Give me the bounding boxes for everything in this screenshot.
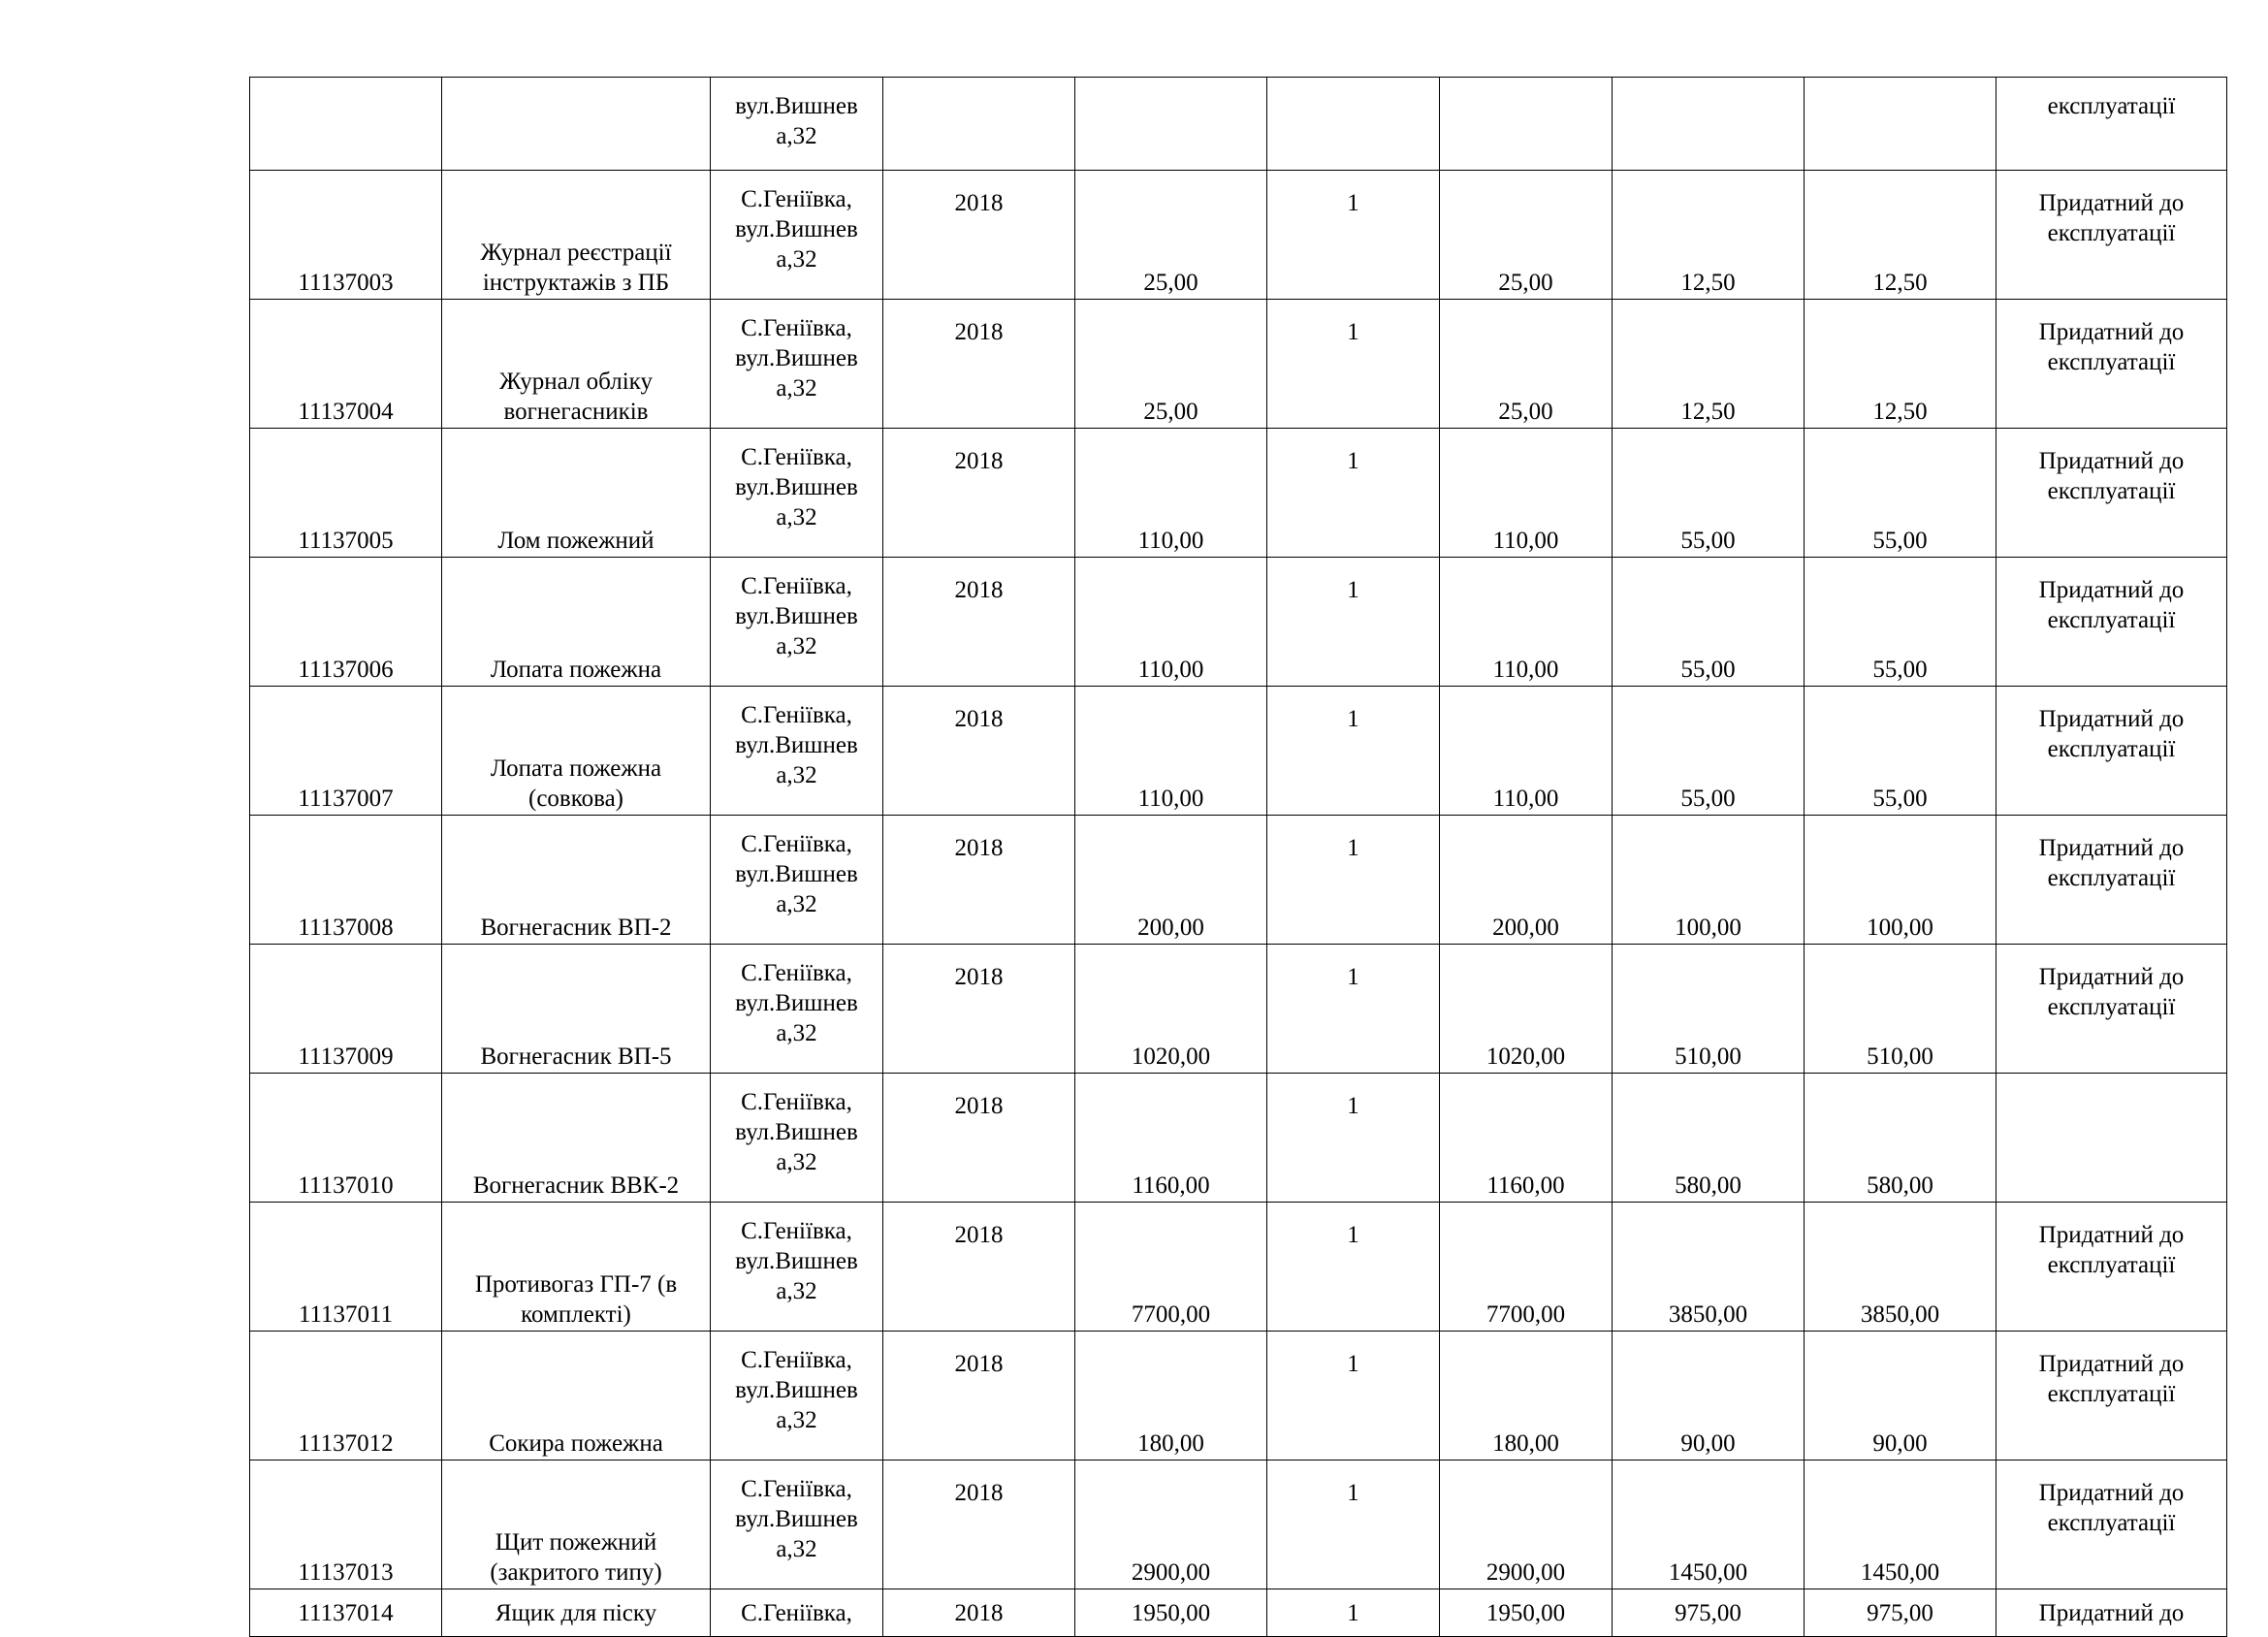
cost-cell: 110,00 xyxy=(1075,429,1267,558)
address-line: а,32 xyxy=(776,375,817,401)
item-name-cell: Вогнегасник ВП-2 xyxy=(442,816,711,945)
inventory-number-cell: 11137005 xyxy=(250,429,442,558)
address-line: а,32 xyxy=(776,1407,817,1433)
residual-cell: 12,50 xyxy=(1805,300,1996,429)
quantity-cell: 1 xyxy=(1267,1589,1440,1637)
quantity-cell: 1 xyxy=(1267,429,1440,558)
address-line: вул.Вишнев xyxy=(735,1506,858,1532)
wear-cell: 510,00 xyxy=(1613,945,1805,1074)
item-name-cell: Лом пожежний xyxy=(442,429,711,558)
quantity-cell: 1 xyxy=(1267,1460,1440,1589)
total-cell: 110,00 xyxy=(1440,429,1613,558)
address-line: а,32 xyxy=(776,1020,817,1046)
total-cell xyxy=(1440,78,1613,171)
table-row xyxy=(250,1203,2227,1332)
table-row xyxy=(250,1332,2227,1460)
address-line: С.Геніївка, xyxy=(741,1599,852,1626)
address-line: С.Геніївка, xyxy=(741,831,852,857)
cost-cell: 1160,00 xyxy=(1075,1074,1267,1203)
address-line: вул.Вишнев xyxy=(735,1377,858,1403)
total-cell: 1950,00 xyxy=(1440,1589,1613,1637)
cost-cell: 110,00 xyxy=(1075,687,1267,816)
address-line: а,32 xyxy=(776,762,817,788)
wear-cell: 580,00 xyxy=(1613,1074,1805,1203)
address-line: вул.Вишнев xyxy=(735,1248,858,1274)
total-cell: 25,00 xyxy=(1440,300,1613,429)
cost-cell: 200,00 xyxy=(1075,816,1267,945)
wear-cell: 975,00 xyxy=(1613,1589,1805,1637)
quantity-cell: 1 xyxy=(1267,816,1440,945)
address-line: а,32 xyxy=(776,1278,817,1304)
inventory-number-cell: 11137008 xyxy=(250,816,442,945)
address-line: вул.Вишнев xyxy=(735,345,858,371)
address-line: а,32 xyxy=(776,246,817,273)
residual-cell: 100,00 xyxy=(1805,816,1996,945)
residual-cell: 510,00 xyxy=(1805,945,1996,1074)
wear-cell: 100,00 xyxy=(1613,816,1805,945)
table-row xyxy=(250,1460,2227,1589)
cost-cell: 180,00 xyxy=(1075,1332,1267,1460)
quantity-cell xyxy=(1267,78,1440,171)
address-line: вул.Вишнев xyxy=(735,216,858,242)
address-line: а,32 xyxy=(776,1536,817,1562)
wear-cell: 55,00 xyxy=(1613,687,1805,816)
quantity-cell: 1 xyxy=(1267,1203,1440,1332)
address-line: С.Геніївка, xyxy=(741,1218,852,1244)
item-name-cell: Лопата пожежна xyxy=(442,558,711,687)
item-name-cell: Журнал обліку вогнегасників xyxy=(442,300,711,429)
wear-cell xyxy=(1613,78,1805,171)
residual-cell xyxy=(1805,78,1996,171)
residual-cell: 12,50 xyxy=(1805,171,1996,300)
total-cell: 110,00 xyxy=(1440,687,1613,816)
total-cell: 200,00 xyxy=(1440,816,1613,945)
residual-cell: 3850,00 xyxy=(1805,1203,1996,1332)
address-line: вул.Вишнев xyxy=(735,474,858,500)
total-cell: 110,00 xyxy=(1440,558,1613,687)
inventory-number-cell: 11137013 xyxy=(250,1460,442,1589)
address-line: С.Геніївка, xyxy=(741,702,852,728)
item-name-cell: Противогаз ГП-7 (в комплекті) xyxy=(442,1203,711,1332)
year-cell: 2018 xyxy=(883,1074,1075,1203)
address-cell xyxy=(711,558,883,687)
address-line: а,32 xyxy=(776,504,817,530)
residual-cell: 55,00 xyxy=(1805,558,1996,687)
total-cell: 25,00 xyxy=(1440,171,1613,300)
inventory-number-cell xyxy=(250,78,442,171)
address-line: С.Геніївка, xyxy=(741,573,852,599)
address-line: а,32 xyxy=(776,633,817,659)
table-row xyxy=(250,300,2227,429)
address-line: С.Геніївка, xyxy=(741,315,852,341)
item-name-cell: Вогнегасник ВВК-2 xyxy=(442,1074,711,1203)
address-line: а,32 xyxy=(776,1149,817,1175)
year-cell: 2018 xyxy=(883,687,1075,816)
quantity-cell: 1 xyxy=(1267,171,1440,300)
year-cell: 2018 xyxy=(883,300,1075,429)
table-row xyxy=(250,816,2227,945)
item-name-cell: Сокира пожежна xyxy=(442,1332,711,1460)
inventory-number-cell: 11137007 xyxy=(250,687,442,816)
inventory-number-cell: 11137010 xyxy=(250,1074,442,1203)
status-cell: Придатний до експлуатації xyxy=(1996,1203,2227,1332)
inventory-number-cell: 11137006 xyxy=(250,558,442,687)
cost-cell: 1020,00 xyxy=(1075,945,1267,1074)
residual-cell: 55,00 xyxy=(1805,429,1996,558)
address-line: С.Геніївка, xyxy=(741,960,852,986)
wear-cell: 90,00 xyxy=(1613,1332,1805,1460)
address-cell xyxy=(711,171,883,300)
table-row xyxy=(250,1589,2227,1637)
inventory-number-cell: 11137009 xyxy=(250,945,442,1074)
address-line: а,32 xyxy=(776,123,817,149)
year-cell: 2018 xyxy=(883,816,1075,945)
total-cell: 7700,00 xyxy=(1440,1203,1613,1332)
wear-cell: 3850,00 xyxy=(1613,1203,1805,1332)
address-line: С.Геніївка, xyxy=(741,1476,852,1502)
status-cell: Придатний до експлуатації xyxy=(1996,945,2227,1074)
status-cell: Придатний до експлуатації xyxy=(1996,816,2227,945)
address-line: вул.Вишнев xyxy=(735,861,858,887)
quantity-cell: 1 xyxy=(1267,558,1440,687)
year-cell: 2018 xyxy=(883,1589,1075,1637)
total-cell: 1020,00 xyxy=(1440,945,1613,1074)
total-cell: 180,00 xyxy=(1440,1332,1613,1460)
wear-cell: 55,00 xyxy=(1613,429,1805,558)
item-name-cell: Щит пожежний (закритого типу) xyxy=(442,1460,711,1589)
address-line: а,32 xyxy=(776,891,817,917)
address-cell xyxy=(711,1074,883,1203)
item-name-cell: Лопата пожежна (совкова) xyxy=(442,687,711,816)
quantity-cell: 1 xyxy=(1267,945,1440,1074)
status-cell: Придатний до експлуатації xyxy=(1996,171,2227,300)
address-line: вул.Вишнев xyxy=(735,93,858,119)
residual-cell: 55,00 xyxy=(1805,687,1996,816)
year-cell: 2018 xyxy=(883,1203,1075,1332)
cost-cell xyxy=(1075,78,1267,171)
quantity-cell: 1 xyxy=(1267,300,1440,429)
address-cell xyxy=(711,300,883,429)
table-row xyxy=(250,429,2227,558)
address-cell xyxy=(711,1332,883,1460)
cost-cell: 7700,00 xyxy=(1075,1203,1267,1332)
address-cell xyxy=(711,1589,883,1637)
wear-cell: 12,50 xyxy=(1613,300,1805,429)
status-cell: Придатний до експлуатації xyxy=(1996,558,2227,687)
item-name-cell: Журнал реєстрації інструктажів з ПБ xyxy=(442,171,711,300)
total-cell: 2900,00 xyxy=(1440,1460,1613,1589)
status-cell: Придатний до експлуатації xyxy=(1996,300,2227,429)
address-cell xyxy=(711,78,883,171)
cost-cell: 25,00 xyxy=(1075,300,1267,429)
inventory-number-cell: 11137014 xyxy=(250,1589,442,1637)
wear-cell: 55,00 xyxy=(1613,558,1805,687)
table-row xyxy=(250,558,2227,687)
table-row-continued xyxy=(250,78,2227,171)
year-cell: 2018 xyxy=(883,945,1075,1074)
wear-cell: 1450,00 xyxy=(1613,1460,1805,1589)
address-cell xyxy=(711,945,883,1074)
address-line: С.Геніївка, xyxy=(741,1347,852,1373)
address-line: С.Геніївка, xyxy=(741,186,852,212)
cost-cell: 110,00 xyxy=(1075,558,1267,687)
year-cell: 2018 xyxy=(883,1460,1075,1589)
status-cell xyxy=(1996,1074,2227,1203)
address-line: вул.Вишнев xyxy=(735,732,858,758)
table-row xyxy=(250,1074,2227,1203)
item-name-cell: Вогнегасник ВП-5 xyxy=(442,945,711,1074)
address-line: С.Геніївка, xyxy=(741,1089,852,1115)
address-cell xyxy=(711,1203,883,1332)
year-cell: 2018 xyxy=(883,558,1075,687)
status-cell: Придатний до експлуатації xyxy=(1996,429,2227,558)
address-cell xyxy=(711,816,883,945)
wear-cell: 12,50 xyxy=(1613,171,1805,300)
inventory-number-cell: 11137011 xyxy=(250,1203,442,1332)
inventory-number-cell: 11137003 xyxy=(250,171,442,300)
address-cell xyxy=(711,687,883,816)
address-cell xyxy=(711,1460,883,1589)
status-cell: Придатний до експлуатації xyxy=(1996,687,2227,816)
quantity-cell: 1 xyxy=(1267,1074,1440,1203)
status-cell: експлуатації xyxy=(1996,78,2227,171)
quantity-cell: 1 xyxy=(1267,1332,1440,1460)
table-row xyxy=(250,171,2227,300)
address-cell xyxy=(711,429,883,558)
cost-cell: 1950,00 xyxy=(1075,1589,1267,1637)
residual-cell: 1450,00 xyxy=(1805,1460,1996,1589)
item-name-cell: Ящик для піску xyxy=(442,1589,711,1637)
residual-cell: 580,00 xyxy=(1805,1074,1996,1203)
status-cell: Придатний до експлуатації xyxy=(1996,1460,2227,1589)
inventory-table xyxy=(249,77,2227,1637)
residual-cell: 90,00 xyxy=(1805,1332,1996,1460)
year-cell: 2018 xyxy=(883,171,1075,300)
residual-cell: 975,00 xyxy=(1805,1589,1996,1637)
quantity-cell: 1 xyxy=(1267,687,1440,816)
address-line: вул.Вишнев xyxy=(735,1119,858,1145)
item-name-cell xyxy=(442,78,711,171)
table-row xyxy=(250,687,2227,816)
table-row xyxy=(250,945,2227,1074)
year-cell: 2018 xyxy=(883,1332,1075,1460)
year-cell: 2018 xyxy=(883,429,1075,558)
cost-cell: 25,00 xyxy=(1075,171,1267,300)
address-line: С.Геніївка, xyxy=(741,444,852,470)
year-cell xyxy=(883,78,1075,171)
address-line: вул.Вишнев xyxy=(735,990,858,1016)
status-cell: Придатний до експлуатації xyxy=(1996,1332,2227,1460)
inventory-number-cell: 11137004 xyxy=(250,300,442,429)
total-cell: 1160,00 xyxy=(1440,1074,1613,1203)
cost-cell: 2900,00 xyxy=(1075,1460,1267,1589)
status-cell: Придатний до xyxy=(1996,1589,2227,1637)
inventory-number-cell: 11137012 xyxy=(250,1332,442,1460)
table-body xyxy=(250,78,2227,1637)
address-line: вул.Вишнев xyxy=(735,603,858,629)
